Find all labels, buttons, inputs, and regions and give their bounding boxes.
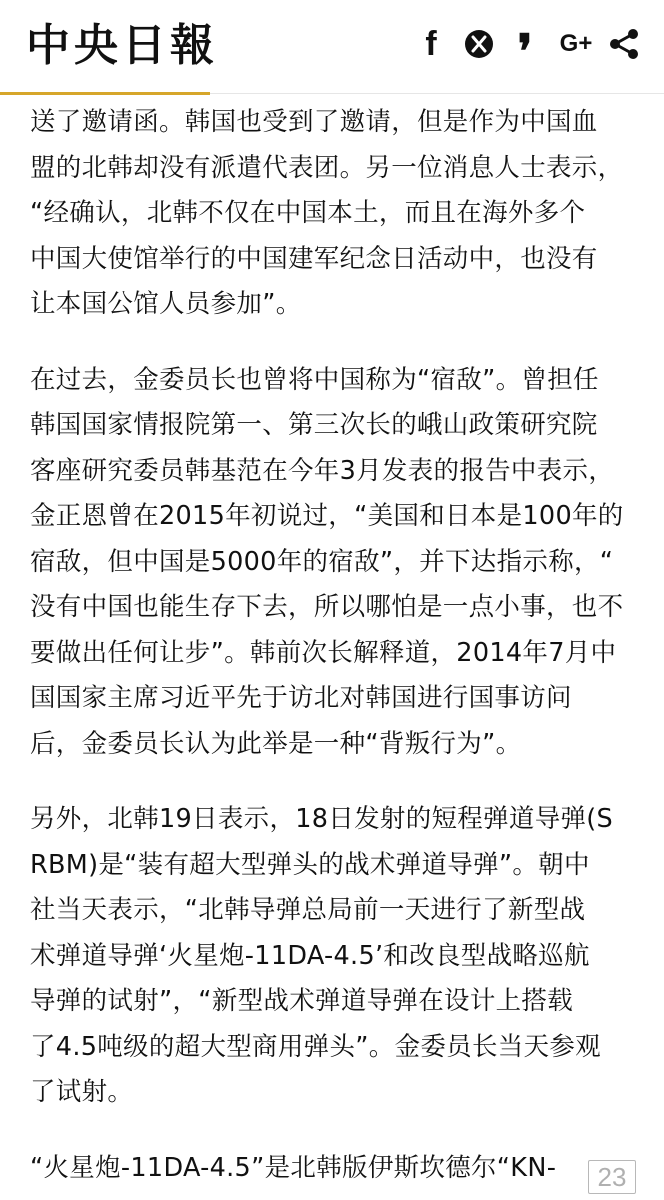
article-paragraph <box>30 1146 642 1192</box>
site-header <box>0 0 664 92</box>
paragraph-line: 没有中国也能生存下去，所以哪怕是一点小事，也不 <box>30 592 624 622</box>
paragraph-line: 金正恩曾在2015年初说过，“美国和日本是100年的 <box>30 501 624 531</box>
quote-share-button[interactable] <box>510 22 540 78</box>
paragraph-line: 让本国公馆人员参加”。 <box>30 289 302 319</box>
paragraph-line: 国国家主席习近平先于访北对韩国进行国事访问 <box>30 683 572 713</box>
x-share-button[interactable] <box>462 22 496 66</box>
paragraph-line: 韩国国家情报院第一、第三次长的峨山政策研究院 <box>30 410 598 440</box>
paragraph-line: 另外，北韩19日表示，18日发射的短程弹道导弹(S <box>30 804 614 834</box>
article-paragraph <box>30 100 642 328</box>
share-button[interactable] <box>604 22 644 66</box>
facebook-share-button[interactable] <box>414 22 448 66</box>
article-body <box>30 100 642 1200</box>
paragraph-line: 要做出任何让步”。韩前次长解释道，2014年7月中 <box>30 637 617 668</box>
paragraph-line: 了4.5吨级的超大型商用弹头”。金委员长当天参观 <box>30 1031 601 1062</box>
paragraph-line: 术弹道导弹‘火星炮-11DA-4.5’和改良型战略巡航 <box>30 940 590 971</box>
paragraph-line: 送了邀请函。韩国也受到了邀请，但是作为中国血 <box>30 107 598 137</box>
paragraph-line: 了试射。 <box>30 1077 134 1107</box>
article-paragraph <box>30 358 642 768</box>
site-logo[interactable]: 中央日報 <box>26 20 218 71</box>
paragraph-line: 在过去，金委员长也曾将中国称为“宿敌”。曾担任 <box>30 364 599 395</box>
paragraph-line: 中国大使馆举行的中国建军纪念日活动中，也没有 <box>30 243 598 274</box>
google-plus-share-button[interactable] <box>556 22 596 66</box>
paragraph-line: 社当天表示，“北韩导弹总局前一天进行了新型战 <box>30 895 586 925</box>
paragraph-line: 宿敌，但中国是5000年的宿敌”，并下达指示称，“ <box>30 546 614 577</box>
paragraph-line: 后，金委员长认为此举是一种“背叛行为”。 <box>30 728 522 759</box>
google-plus-icon: G+ <box>559 30 593 57</box>
article-paragraph <box>30 797 642 1116</box>
paragraph-line: 导弹的试射”，“新型战术弹道导弹在设计上搭载 <box>30 986 574 1016</box>
facebook-icon: f <box>425 24 437 63</box>
header-accent-bar <box>0 92 210 95</box>
paragraph-line: 客座研究委员韩基范在今年3月发表的报告中表示， <box>30 455 615 486</box>
header-divider <box>210 93 664 94</box>
paragraph-line: RBM)是“装有超大型弹头的战术弹道导弹”。朝中 <box>30 849 590 880</box>
page-number-badge[interactable]: 23 <box>588 1160 636 1194</box>
paragraph-line: “经确认，北韩不仅在中国本土，而且在海外多个 <box>30 198 586 228</box>
paragraph-line: 盟的北韩却没有派遣代表团。另一位消息人士表示， <box>30 152 624 183</box>
quote-icon: ❜ <box>517 24 533 78</box>
x-icon <box>464 29 494 59</box>
share-icon <box>607 27 641 61</box>
paragraph-line: “火星炮-11DA-4.5”是北韩版伊斯坎德尔“KN- <box>30 1152 557 1183</box>
